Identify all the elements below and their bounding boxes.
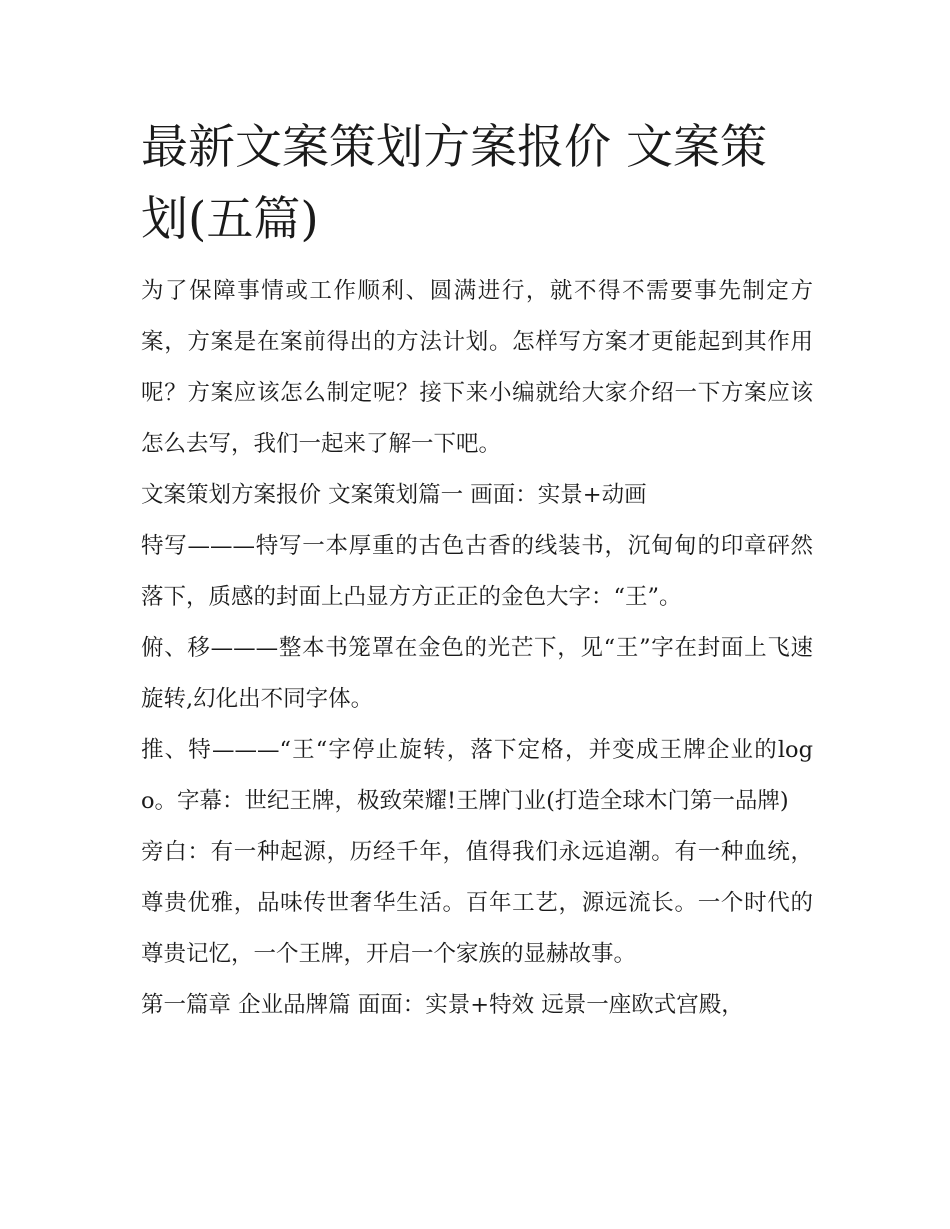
- paragraph-section-one-heading: 文案策划方案报价 文案策划篇一 画面：实景+动画: [141, 482, 647, 508]
- paragraph-intro: 为了保障事情或工作顺利、圆满进行，就不得不需要事先制定方案，方案是在案前得出的方法计划。怎样写方案才更能起到其作用呢？方案应该怎么制定呢？接下来小编就给大家介绍一下方案应该怎么去写，我们一起来了解一下吧。: [141, 278, 813, 457]
- document-body: [141, 266, 813, 1031]
- paragraph-pan: 俯、移———整本书笼罩在金色的光芒下，见“王”字在封面上飞速旋转,幻化出不同字体。: [141, 635, 813, 712]
- paragraph-narration: 旁白：有一种起源，历经千年，值得我们永远追潮。有一种血统，尊贵优雅，品味传世奢华生活。百年工艺，源远流长。一个时代的尊贵记忆，一个王牌，开启一个家族的显赫故事。: [141, 839, 813, 967]
- document-title: 最新文案策划方案报价 文案策划(五篇): [141, 120, 767, 247]
- document-content: [141, 112, 813, 1031]
- paragraph-push: 推、特———“王“字停止旋转，落下定格，并变成王牌企业的logo。字幕：世纪王牌，极致荣耀!王牌门业(打造全球木门第一品牌): [141, 737, 813, 814]
- paragraph-closeup: 特写———特写一本厚重的古色古香的线装书，沉甸甸的印章砰然落下，质感的封面上凸显方方正正的金色大字：“王”。: [141, 533, 813, 610]
- paragraph-chapter-one: 第一篇章 企业品牌篇 面面：实景+特效 远景一座欧式宫殿，: [141, 992, 744, 1018]
